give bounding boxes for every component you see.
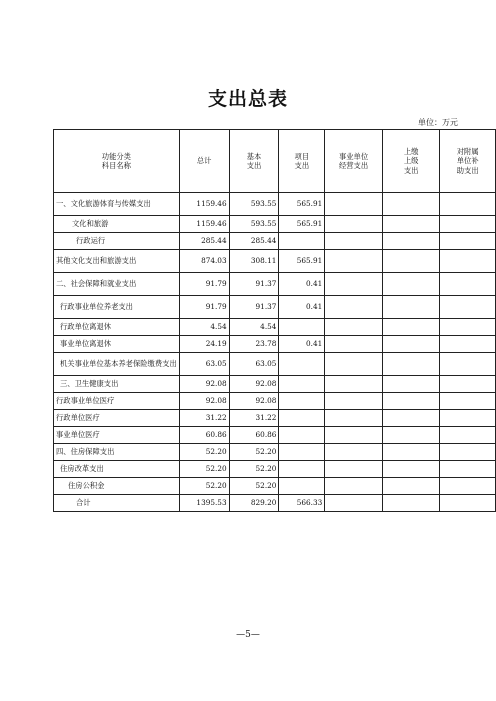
cell-business xyxy=(325,216,383,233)
cell-subsidy xyxy=(440,393,496,410)
cell-subsidy xyxy=(440,193,496,216)
cell-total: 91.79 xyxy=(179,273,229,296)
cell-upper xyxy=(382,478,440,495)
cell-business xyxy=(325,495,383,512)
header-business: 事业单位 经营支出 xyxy=(325,130,383,193)
cell-business xyxy=(325,376,383,393)
cell-project xyxy=(279,376,325,393)
table-row xyxy=(54,444,496,461)
row-name: 住房公积金 xyxy=(54,478,180,495)
cell-business xyxy=(325,427,383,444)
table-row xyxy=(54,193,496,216)
table-row xyxy=(54,233,496,250)
header-project: 项目 支出 xyxy=(279,130,325,193)
table-row xyxy=(54,410,496,427)
cell-basic: 593.55 xyxy=(229,193,279,216)
cell-subsidy xyxy=(440,216,496,233)
cell-basic: 91.37 xyxy=(229,296,279,319)
cell-business xyxy=(325,461,383,478)
table-row xyxy=(54,319,496,336)
cell-total: 24.19 xyxy=(179,336,229,353)
row-name: 行政事业单位医疗 xyxy=(54,393,180,410)
cell-basic: 829.20 xyxy=(229,495,279,512)
cell-subsidy xyxy=(440,444,496,461)
header-subsidy: 对附属 单位补 助支出 xyxy=(440,130,496,193)
row-name: 一、文化旅游体育与传媒支出 xyxy=(54,193,180,216)
cell-basic: 23.78 xyxy=(229,336,279,353)
cell-subsidy xyxy=(440,478,496,495)
cell-upper xyxy=(382,410,440,427)
cell-upper xyxy=(382,296,440,319)
cell-subsidy xyxy=(440,495,496,512)
cell-total: 91.79 xyxy=(179,296,229,319)
cell-total: 1395.53 xyxy=(179,495,229,512)
cell-project: 0.41 xyxy=(279,273,325,296)
table-row xyxy=(54,376,496,393)
table-row xyxy=(54,250,496,273)
cell-subsidy xyxy=(440,250,496,273)
cell-business xyxy=(325,296,383,319)
row-name: 行政运行 xyxy=(54,233,180,250)
table-row xyxy=(54,461,496,478)
cell-upper xyxy=(382,193,440,216)
cell-upper xyxy=(382,336,440,353)
page-title: 支出总表 xyxy=(207,88,288,110)
header-upper: 上缴 上级 支出 xyxy=(382,130,440,193)
cell-subsidy xyxy=(440,427,496,444)
cell-project: 565.91 xyxy=(279,250,325,273)
cell-project xyxy=(279,233,325,250)
expenditure-table xyxy=(53,129,496,512)
header-row xyxy=(54,130,496,193)
cell-upper xyxy=(382,393,440,410)
cell-business xyxy=(325,353,383,376)
cell-subsidy xyxy=(440,273,496,296)
cell-basic: 52.20 xyxy=(229,478,279,495)
cell-basic: 308.11 xyxy=(229,250,279,273)
cell-basic: 52.20 xyxy=(229,444,279,461)
row-name: 行政事业单位养老支出 xyxy=(54,296,180,319)
cell-total: 92.08 xyxy=(179,376,229,393)
cell-subsidy xyxy=(440,296,496,319)
table-row xyxy=(54,216,496,233)
row-name: 事业单位医疗 xyxy=(54,427,180,444)
cell-upper xyxy=(382,444,440,461)
cell-basic: 63.05 xyxy=(229,353,279,376)
cell-project: 565.91 xyxy=(279,193,325,216)
table-row xyxy=(54,336,496,353)
cell-basic: 593.55 xyxy=(229,216,279,233)
cell-business xyxy=(325,336,383,353)
cell-project xyxy=(279,478,325,495)
table-row xyxy=(54,478,496,495)
row-name: 二、社会保障和就业支出 xyxy=(54,273,180,296)
cell-basic: 60.86 xyxy=(229,427,279,444)
row-name: 三、卫生健康支出 xyxy=(54,376,180,393)
cell-total: 52.20 xyxy=(179,461,229,478)
cell-subsidy xyxy=(440,410,496,427)
table-row xyxy=(54,393,496,410)
cell-subsidy xyxy=(440,353,496,376)
cell-total: 1159.46 xyxy=(179,193,229,216)
cell-project xyxy=(279,427,325,444)
cell-total: 63.05 xyxy=(179,353,229,376)
cell-subsidy xyxy=(440,336,496,353)
cell-total: 31.22 xyxy=(179,410,229,427)
cell-total: 874.03 xyxy=(179,250,229,273)
cell-business xyxy=(325,410,383,427)
cell-total: 4.54 xyxy=(179,319,229,336)
cell-basic: 31.22 xyxy=(229,410,279,427)
cell-business xyxy=(325,319,383,336)
unit-label: 单位：万元 xyxy=(418,118,458,127)
header-category: 功能分类 科目名称 xyxy=(54,130,180,193)
cell-basic: 4.54 xyxy=(229,319,279,336)
cell-upper xyxy=(382,319,440,336)
cell-business xyxy=(325,478,383,495)
cell-basic: 91.37 xyxy=(229,273,279,296)
header-basic: 基本 支出 xyxy=(229,130,279,193)
row-name: 文化和旅游 xyxy=(54,216,180,233)
cell-subsidy xyxy=(440,461,496,478)
cell-project: 566.33 xyxy=(279,495,325,512)
cell-upper xyxy=(382,273,440,296)
cell-upper xyxy=(382,376,440,393)
page-number: —5— xyxy=(236,630,260,640)
table-row xyxy=(54,353,496,376)
cell-business xyxy=(325,393,383,410)
row-name: 住房改革支出 xyxy=(54,461,180,478)
cell-project xyxy=(279,393,325,410)
cell-business xyxy=(325,250,383,273)
cell-total: 1159.46 xyxy=(179,216,229,233)
cell-upper xyxy=(382,250,440,273)
cell-business xyxy=(325,193,383,216)
cell-total: 52.20 xyxy=(179,478,229,495)
cell-upper xyxy=(382,233,440,250)
cell-business xyxy=(325,273,383,296)
cell-upper xyxy=(382,216,440,233)
table-row xyxy=(54,273,496,296)
cell-basic: 285.44 xyxy=(229,233,279,250)
cell-upper xyxy=(382,495,440,512)
cell-project xyxy=(279,353,325,376)
cell-project: 0.41 xyxy=(279,296,325,319)
cell-business xyxy=(325,233,383,250)
cell-project xyxy=(279,319,325,336)
header-total: 总计 xyxy=(179,130,229,193)
cell-project: 0.41 xyxy=(279,336,325,353)
cell-upper xyxy=(382,353,440,376)
row-name: 行政单位离退休 xyxy=(54,319,180,336)
table-row xyxy=(54,296,496,319)
cell-total: 60.86 xyxy=(179,427,229,444)
table-row xyxy=(54,427,496,444)
table-row xyxy=(54,495,496,512)
row-name: 其他文化支出和旅游支出 xyxy=(54,250,180,273)
cell-business xyxy=(325,444,383,461)
cell-upper xyxy=(382,461,440,478)
cell-subsidy xyxy=(440,319,496,336)
cell-basic: 92.08 xyxy=(229,393,279,410)
cell-project xyxy=(279,461,325,478)
cell-project xyxy=(279,410,325,427)
row-name: 事业单位离退休 xyxy=(54,336,180,353)
row-name: 合计 xyxy=(54,495,180,512)
cell-total: 92.08 xyxy=(179,393,229,410)
cell-basic: 52.20 xyxy=(229,461,279,478)
cell-upper xyxy=(382,427,440,444)
table-body xyxy=(54,193,496,512)
cell-project: 565.91 xyxy=(279,216,325,233)
row-name: 行政单位医疗 xyxy=(54,410,180,427)
cell-subsidy xyxy=(440,376,496,393)
cell-total: 52.20 xyxy=(179,444,229,461)
cell-total: 285.44 xyxy=(179,233,229,250)
cell-subsidy xyxy=(440,233,496,250)
cell-project xyxy=(279,444,325,461)
cell-basic: 92.08 xyxy=(229,376,279,393)
row-name: 四、住房保障支出 xyxy=(54,444,180,461)
row-name: 机关事业单位基本养老保险缴费支出 xyxy=(54,353,180,376)
